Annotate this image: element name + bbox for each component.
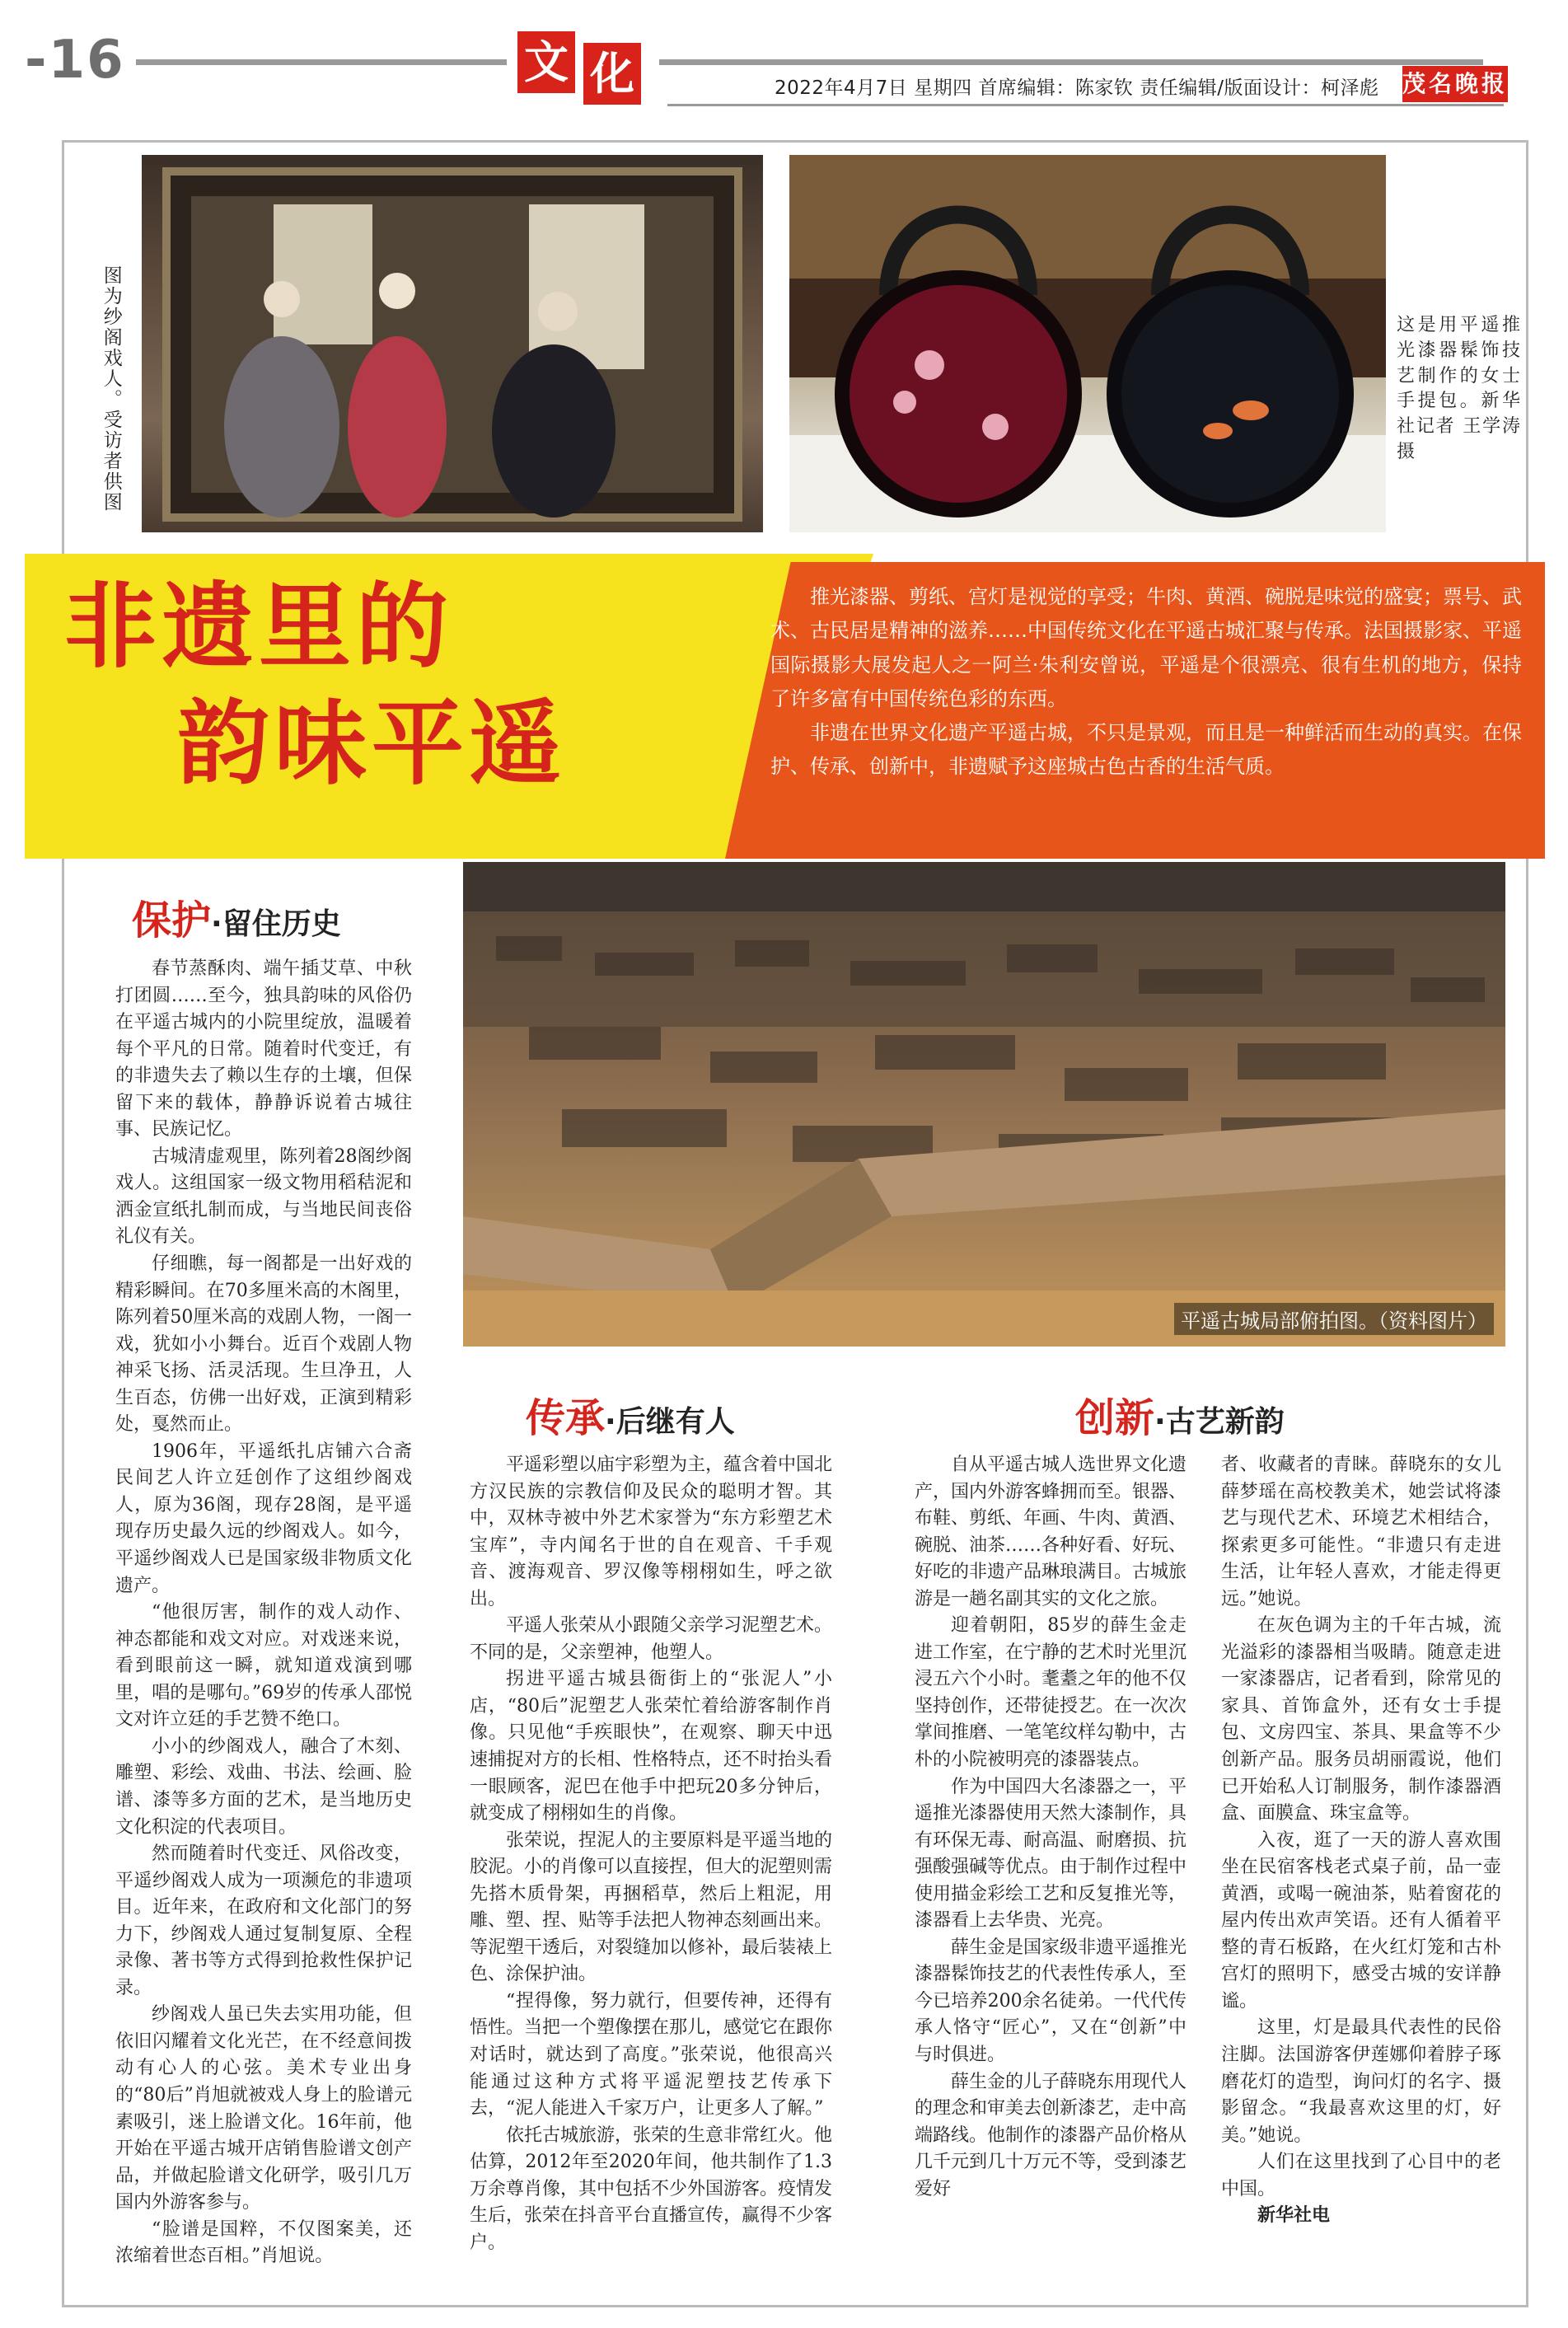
section-dot: ·: [1154, 1405, 1166, 1439]
header-rule-left: [136, 59, 507, 65]
paragraph: “捏得像，努力就行，但要传神，还得有悟性。当把一个塑像摆在那儿，感觉它在跟你对话时，就达到了高度。”张荣说，他很高兴能通过这种方式将平遥泥塑技艺传承下去，“泥人能进入千家万户，让更多人了解。”: [470, 1990, 833, 2120]
newspaper-logo: 茂名晚报: [1402, 66, 1508, 102]
paragraph: 者、收藏者的青睐。薛晓东的女儿薛梦瑶在高校教美术，她尝试将漆艺与现代艺术、环境艺术相结合，探索更多可能性。“非遗只有走进生活，让年轻人喜欢，才能走得更远。”她说。: [1221, 1454, 1501, 1609]
paragraph: 春节蒸酥肉、端午插艾草、中秋打团圆……至今，独具韵味的风俗仍在平遥古城内的小院里绽放，温暖着每个平凡的日常。随着时代变迁，有的非遗失去了赖以生存的土壤，但保留下来的载体，静静诉说着古城往事、民族记忆。: [115, 958, 412, 1141]
paragraph: 这里，灯是最具代表性的民俗注脚。法国游客伊莲娜仰着脖子琢磨花灯的造型，询问灯的名字、摄影留念。“我最喜欢这里的灯，好美。”她说。: [1221, 2017, 1501, 2146]
photo-caption-main: 平遥古城局部俯拍图。（资料图片）: [1174, 1303, 1494, 1335]
byline: 新华社电: [1257, 2205, 1331, 2227]
article-column-2: [470, 1452, 832, 2256]
paragraph: 依托古城旅游，张荣的生意非常红火。他估算，2012年至2020年间，他共制作了1.3万余尊肖像，其中包括不少外国游客。疫情发生后，张荣在抖音平台直播宣传，赢得不少客户。: [470, 2124, 833, 2253]
paragraph: 平遥人张荣从小跟随父亲学习泥塑艺术。不同的是，父亲塑神，他塑人。: [470, 1615, 833, 1663]
paragraph: 1906年，平遥纸扎店铺六合斋民间艺人许立廷创作了这组纱阁戏人，原为36阁，现存28阁，是平遥现存历史最久远的纱阁戏人。如今，平遥纱阁戏人已是国家级非物质文化遗产。: [115, 1440, 412, 1596]
section-subtitle: 古艺新韵: [1165, 1405, 1285, 1439]
section-dot: ·: [605, 1405, 616, 1439]
section-label-char-2: 化: [583, 43, 641, 105]
photo-ancient-city-aerial: [463, 862, 1505, 1347]
section-subtitle: 留住历史: [222, 907, 341, 941]
lede-paragraph: 非遗在世界文化遗产平遥古城，不只是景观，而且是一种鲜活而生动的真实。在保护、传承、创新中，非遗赋予这座城古色古香的生活气质。: [770, 721, 1522, 779]
headline-line-2: 韵味平遥: [177, 691, 566, 798]
paragraph: 作为中国四大名漆器之一，平遥推光漆器使用天然大漆制作，具有环保无毒、耐高温、耐磨损、抗强酸强碱等优点。由于制作过程中使用描金彩绘工艺和反复推光等，漆器看上去华贵、光亮。: [915, 1776, 1187, 1932]
lede-paragraph: 推光漆器、剪纸、宫灯是视觉的享受；牛肉、黄酒、碗脱是味觉的盛宴；票号、武术、古民居是精神的滋养……中国传统文化在平遥古城汇聚与传承。法国摄影家、平遥国际摄影大展发起人之一阿兰·朱利安曾说，平遥是个很漂亮、很有生机的地方，保持了许多富有中国传统色彩的东西。: [770, 585, 1522, 710]
paragraph: 入夜，逛了一天的游人喜欢围坐在民宿客栈老式桌子前，品一壶黄酒，或喝一碗油茶，贴着窗花的屋内传出欢声笑语。还有人循着平整的青石板路，在火红灯笼和古朴宫灯的照明下，感受古城的安详静谧。: [1221, 1829, 1501, 2012]
opera-figures-illustration: [142, 155, 763, 532]
paragraph: 仔细瞧，每一阁都是一出好戏的精彩瞬间。在70多厘米高的木阁里，陈列着50厘米高的戏剧人物，一阁一戏，犹如小小舞台。近百个戏剧人物神采飞扬、活灵活现。生旦净丑，人生百态，仿佛一出好戏，正演到精彩处，戛然而止。: [115, 1253, 412, 1436]
paragraph: 迎着朝阳，85岁的薛生金走进工作室，在宁静的艺术时光里沉浸五六个小时。耄耋之年的他不仅坚持创作，还带徒授艺。在一次次掌间推磨、一笔笔纹样勾勒中，古朴的小院被明亮的漆器装点。: [915, 1615, 1187, 1771]
article-column-3: [915, 1452, 1187, 2203]
paragraph: 古城清虚观里，陈列着28阁纱阁戏人。这组国家一级文物用稻秸泥和洒金宣纸扎制而成，与当地民间丧俗礼仪有关。: [115, 1145, 412, 1248]
paragraph: 自从平遥古城人选世界文化遗产，国内外游客蜂拥而至。银器、布鞋、剪纸、年画、牛肉、黄酒、碗脱、油茶……各种好看、好玩、好吃的非遗产品琳琅满目。古城旅游是一趟名副其实的文化之旅。: [915, 1454, 1187, 1609]
paragraph: 拐进平遥古城县衙街上的“张泥人”小店，“80后”泥塑艺人张荣忙着给游客制作肖像。只见他“手疾眼快”，在观察、聊天中迅速捕捉对方的长相、性格特点，还不时抬头看一眼顾客，泥巴在他手中把玩20多分钟后，就变成了栩栩如生的肖像。: [470, 1669, 833, 1824]
photo-caption-right: 这是用平遥推光漆器髹饰技艺制作的女士手提包。新华社记者 王学涛 摄: [1397, 315, 1520, 462]
paragraph: 薛生金的儿子薛晓东用现代人的理念和审美去创新漆艺，走中高端路线。他制作的漆器产品价格从几千元到几十万元不等，受到漆艺爱好: [915, 2071, 1187, 2199]
section-title: 创新: [1075, 1395, 1155, 1441]
section-heading-protect: [132, 888, 341, 945]
section-label-char-1: 文: [517, 31, 575, 93]
article-column-4: [1221, 1452, 1501, 2230]
page-number: -16: [25, 30, 125, 91]
paragraph: 平遥彩塑以庙宇彩塑为主，蕴含着中国北方汉民族的宗教信仰及民众的聪明才智。其中，双林寺被中外艺术家誉为“东方彩塑艺术宝库”，寺内闻名于世的自在观音、千手观音、渡海观音、罗汉像等栩栩如生，呼之欲出。: [470, 1454, 833, 1609]
section-title: 传承: [526, 1395, 606, 1441]
section-heading-inherit: [526, 1386, 735, 1443]
paragraph: 然而随着时代变迁、风俗改变，平遥纱阁戏人成为一项濒危的非遗项目。近年来，在政府和文化部门的努力下，纱阁戏人通过复制复原、全程录像、著书等方式得到抢救性保护记录。: [115, 1843, 412, 1998]
paragraph: 小小的纱阁戏人，融合了木刻、雕塑、彩绘、戏曲、书法、绘画、脸谱、漆等多方面的艺术，是当地历史文化积淀的代表项目。: [115, 1735, 412, 1838]
paragraph: 纱阁戏人虽已失去实用功能，但依旧闪耀着文化光芒，在不经意间拨动有心人的心弦。美术专业出身的“80后”肖旭就被戏人身上的脸谱元素吸引，迷上脸谱文化。16年前，他开始在平遥古城开店销售脸谱文创产品，并做起脸谱文化研学，吸引几万国内外游客参与。: [115, 2004, 412, 2213]
article-column-1: [115, 956, 412, 2270]
dateline: 2022年4月7日 星期四 首席编辑：陈家钦 责任编辑/版面设计：柯泽彪: [775, 77, 1379, 99]
paragraph: “他很厉害，制作的戏人动作、神态都能和戏文对应。对戏迷来说，看到眼前这一瞬，就知道戏演到哪里，唱的是哪句。”69岁的传承人邵悦文对许立廷的手艺赞不绝口。: [115, 1602, 412, 1731]
paragraph: 薛生金是国家级非遗平遥推光漆器髹饰技艺的代表性传承人，至今已培养200余名徒弟。一代代传承人恪守“匠心”，又在“创新”中与时俱进。: [915, 1937, 1187, 2066]
section-title: 保护: [132, 897, 212, 944]
section-heading-innovate: [1075, 1386, 1285, 1443]
section-dot: ·: [211, 907, 222, 941]
photo-lacquer-handbags: [789, 155, 1386, 532]
paragraph: 张荣说，捏泥人的主要原料是平遥当地的胶泥。小的肖像可以直接捏，但大的泥塑则需先搭木质骨架，再捆稻草，然后上粗泥，用雕、塑、捏、贴等手法把人物神态刻画出来。等泥塑干透后，对裂缝加以修补，最后装裱上色、涂保护油。: [470, 1829, 833, 1985]
paragraph: “脸谱是国粹，不仅图案美，还浓缩着世态百相。”肖旭说。: [115, 2218, 412, 2267]
headline-line-1: 非遗里的: [64, 574, 453, 681]
lacquer-handbags-illustration: [789, 155, 1386, 532]
lede-text: [770, 580, 1522, 785]
section-subtitle: 后继有人: [615, 1405, 735, 1439]
photo-gauze-opera-figures: [142, 155, 763, 532]
header-rule-right: [659, 59, 1483, 65]
paragraph: 在灰色调为主的千年古城，流光溢彩的漆器相当吸睛。随意走进一家漆器店，记者看到，除常见的家具、首饰盒外，还有女士手提包、文房四宝、茶具、果盒等不少创新产品。服务员胡丽霞说，他们已开始私人订制服务，制作漆器酒盒、面膜盒、珠宝盒等。: [1221, 1615, 1501, 1824]
dateline-rule: [667, 104, 1504, 106]
ancient-city-illustration: [463, 862, 1505, 1347]
paragraph: 人们在这里找到了心目中的老中国。: [1221, 2152, 1501, 2199]
photo-caption-left: 图为纱阁戏人。受访者供图: [100, 265, 122, 513]
